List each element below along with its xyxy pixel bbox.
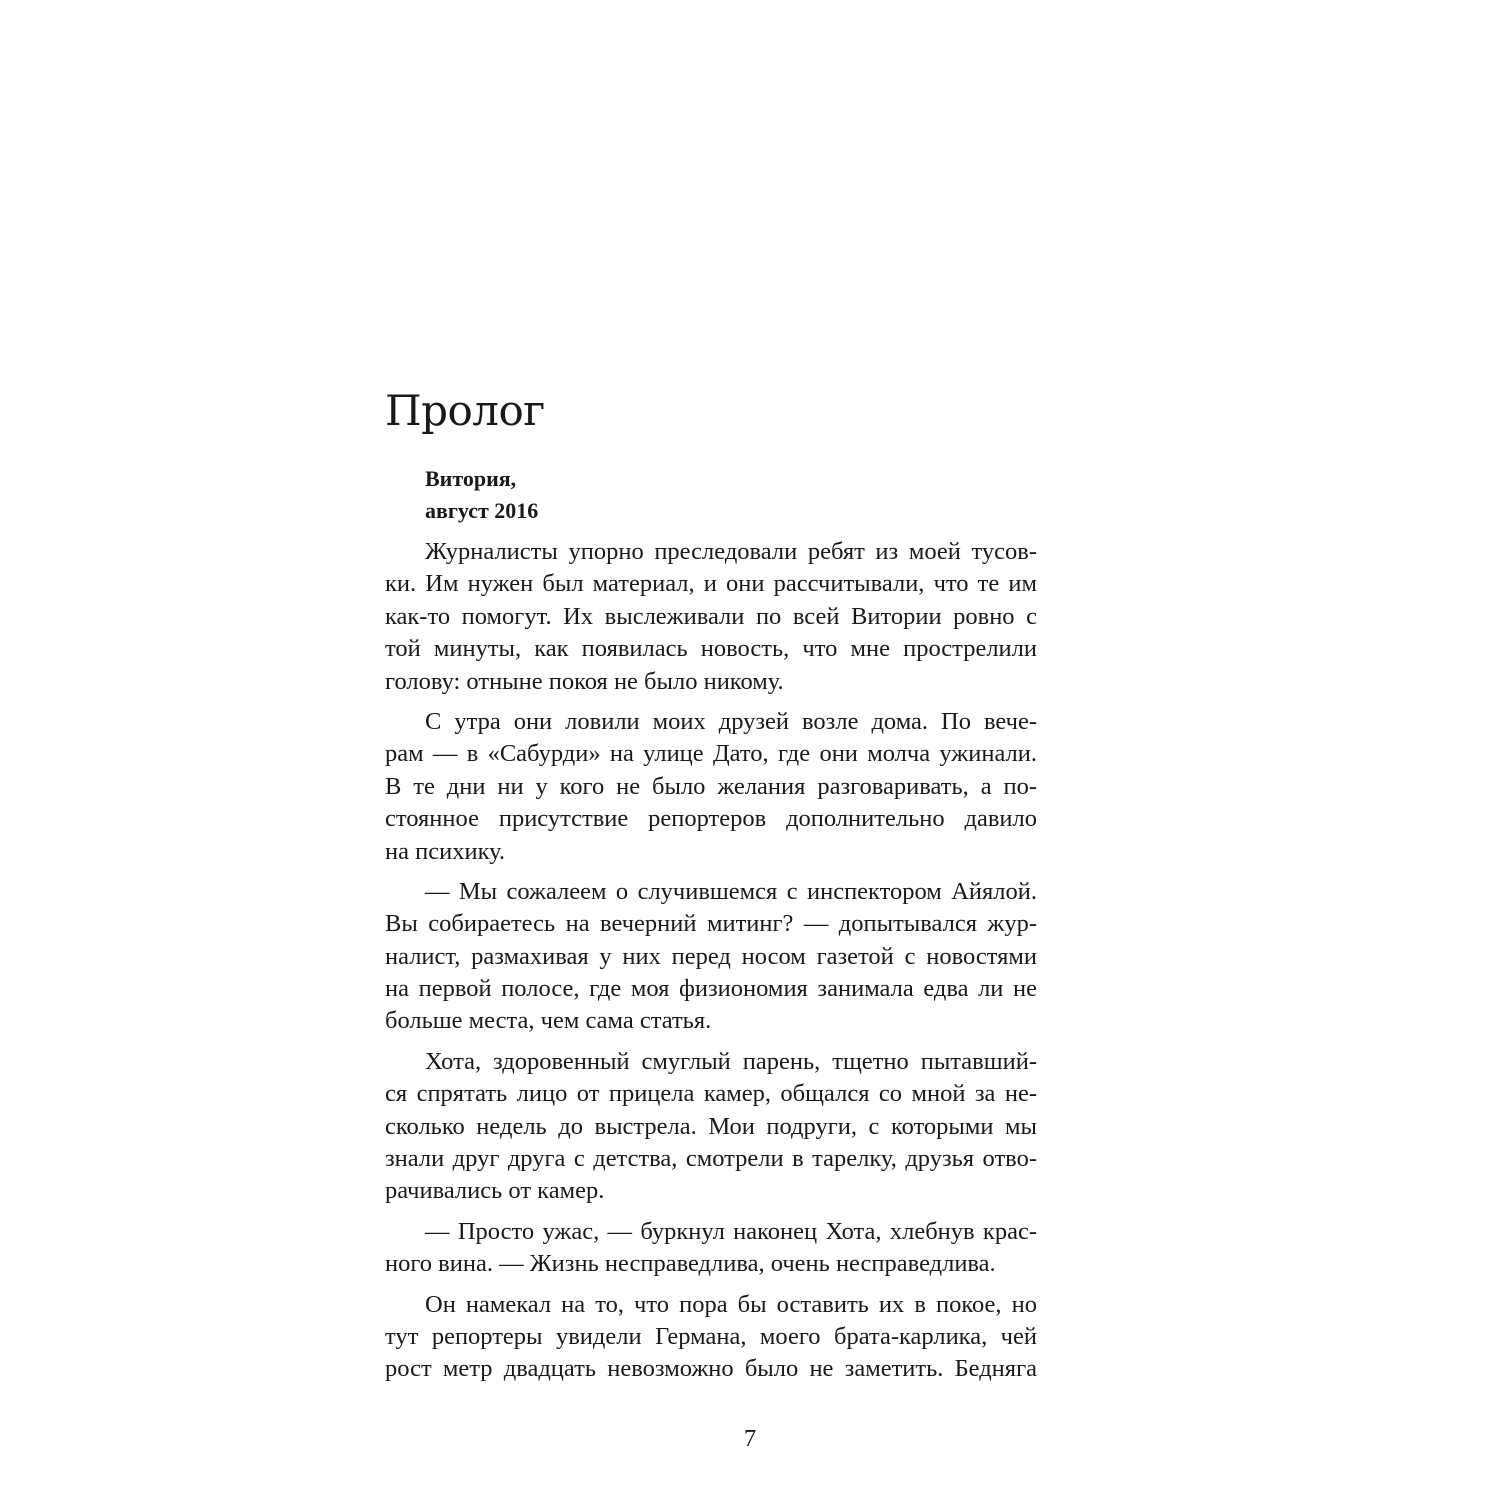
- text-line: знали друг друга с детства, смотрели в тарелку, друзья отво-: [385, 1145, 1037, 1173]
- text-line: Вы собираетесь на вечерний митинг? — допытывался жур-: [385, 910, 1037, 938]
- text-line: ного вина. — Жизнь несправедлива, очень несправедлива.: [385, 1250, 996, 1278]
- text-line: налист, размахивая у них перед носом газетой с новостями: [385, 942, 1037, 970]
- dialogue-paragraph: [385, 876, 1037, 1038]
- epigraph-date: август 2016: [425, 498, 539, 523]
- text-line: рам — в «Сабурди» на улице Дато, где они молча ужинали.: [385, 740, 1037, 768]
- paragraph: [385, 706, 1037, 868]
- text-line: С утра они ловили моих друзей возле дома. По вече-: [425, 707, 1037, 735]
- text-line: — Мы сожалеем о случившемся с инспектором Айялой.: [425, 877, 1037, 905]
- text-line: — Просто ужас, — буркнул наконец Хота, хлебнув крас-: [425, 1217, 1037, 1245]
- paragraph: [385, 1289, 1037, 1386]
- epigraph: [425, 463, 538, 527]
- paragraph: [385, 1046, 1037, 1208]
- text-line: сколько недель до выстрела. Мои подруги, с которыми мы: [385, 1112, 1037, 1140]
- text-line: как-то помогут. Их выслеживали по всей Витории ровно с: [385, 602, 1037, 630]
- text-line: больше места, чем сама статья.: [385, 1007, 712, 1035]
- text-line: Он намекал на то, что пора бы оставить их в покое, но: [425, 1290, 1037, 1318]
- text-line: на первой полосе, где моя физиономия занимала едва ли не: [385, 975, 1037, 1003]
- text-line: ся спрятать лицо от прицела камер, общался со мной за не-: [385, 1080, 1037, 1108]
- text-line: голову: отныне покоя не было никому.: [385, 667, 784, 695]
- text-line: Хота, здоровенный смуглый парень, тщетно пытавший-: [425, 1047, 1037, 1075]
- text-line: на психику.: [385, 837, 506, 865]
- chapter-title: Пролог: [385, 386, 545, 435]
- epigraph-place: Витория,: [425, 466, 517, 491]
- text-line: Журналисты упорно преследовали ребят из моей тусов-: [425, 538, 1037, 565]
- dialogue-paragraph: [385, 1216, 1037, 1281]
- text-line: той минуты, как появилась новость, что мне прострелили: [385, 635, 1037, 663]
- text-line: ки. Им нужен был материал, и они рассчитывали, что те им: [385, 570, 1037, 598]
- text-line: рост метр двадцать невозможно было не заметить. Бедняга: [385, 1355, 1037, 1383]
- text-line: В те дни ни у кого не было желания разговаривать, а по-: [385, 772, 1037, 800]
- body-text: [385, 536, 1037, 1386]
- page-number: 7: [743, 1425, 757, 1452]
- text-line: тут репортеры увидели Германа, моего брата-карлика, чей: [385, 1322, 1037, 1350]
- paragraph: [385, 536, 1037, 698]
- text-line: рачивались от камер.: [385, 1177, 605, 1205]
- text-line: стоянное присутствие репортеров дополнительно давило: [385, 805, 1037, 833]
